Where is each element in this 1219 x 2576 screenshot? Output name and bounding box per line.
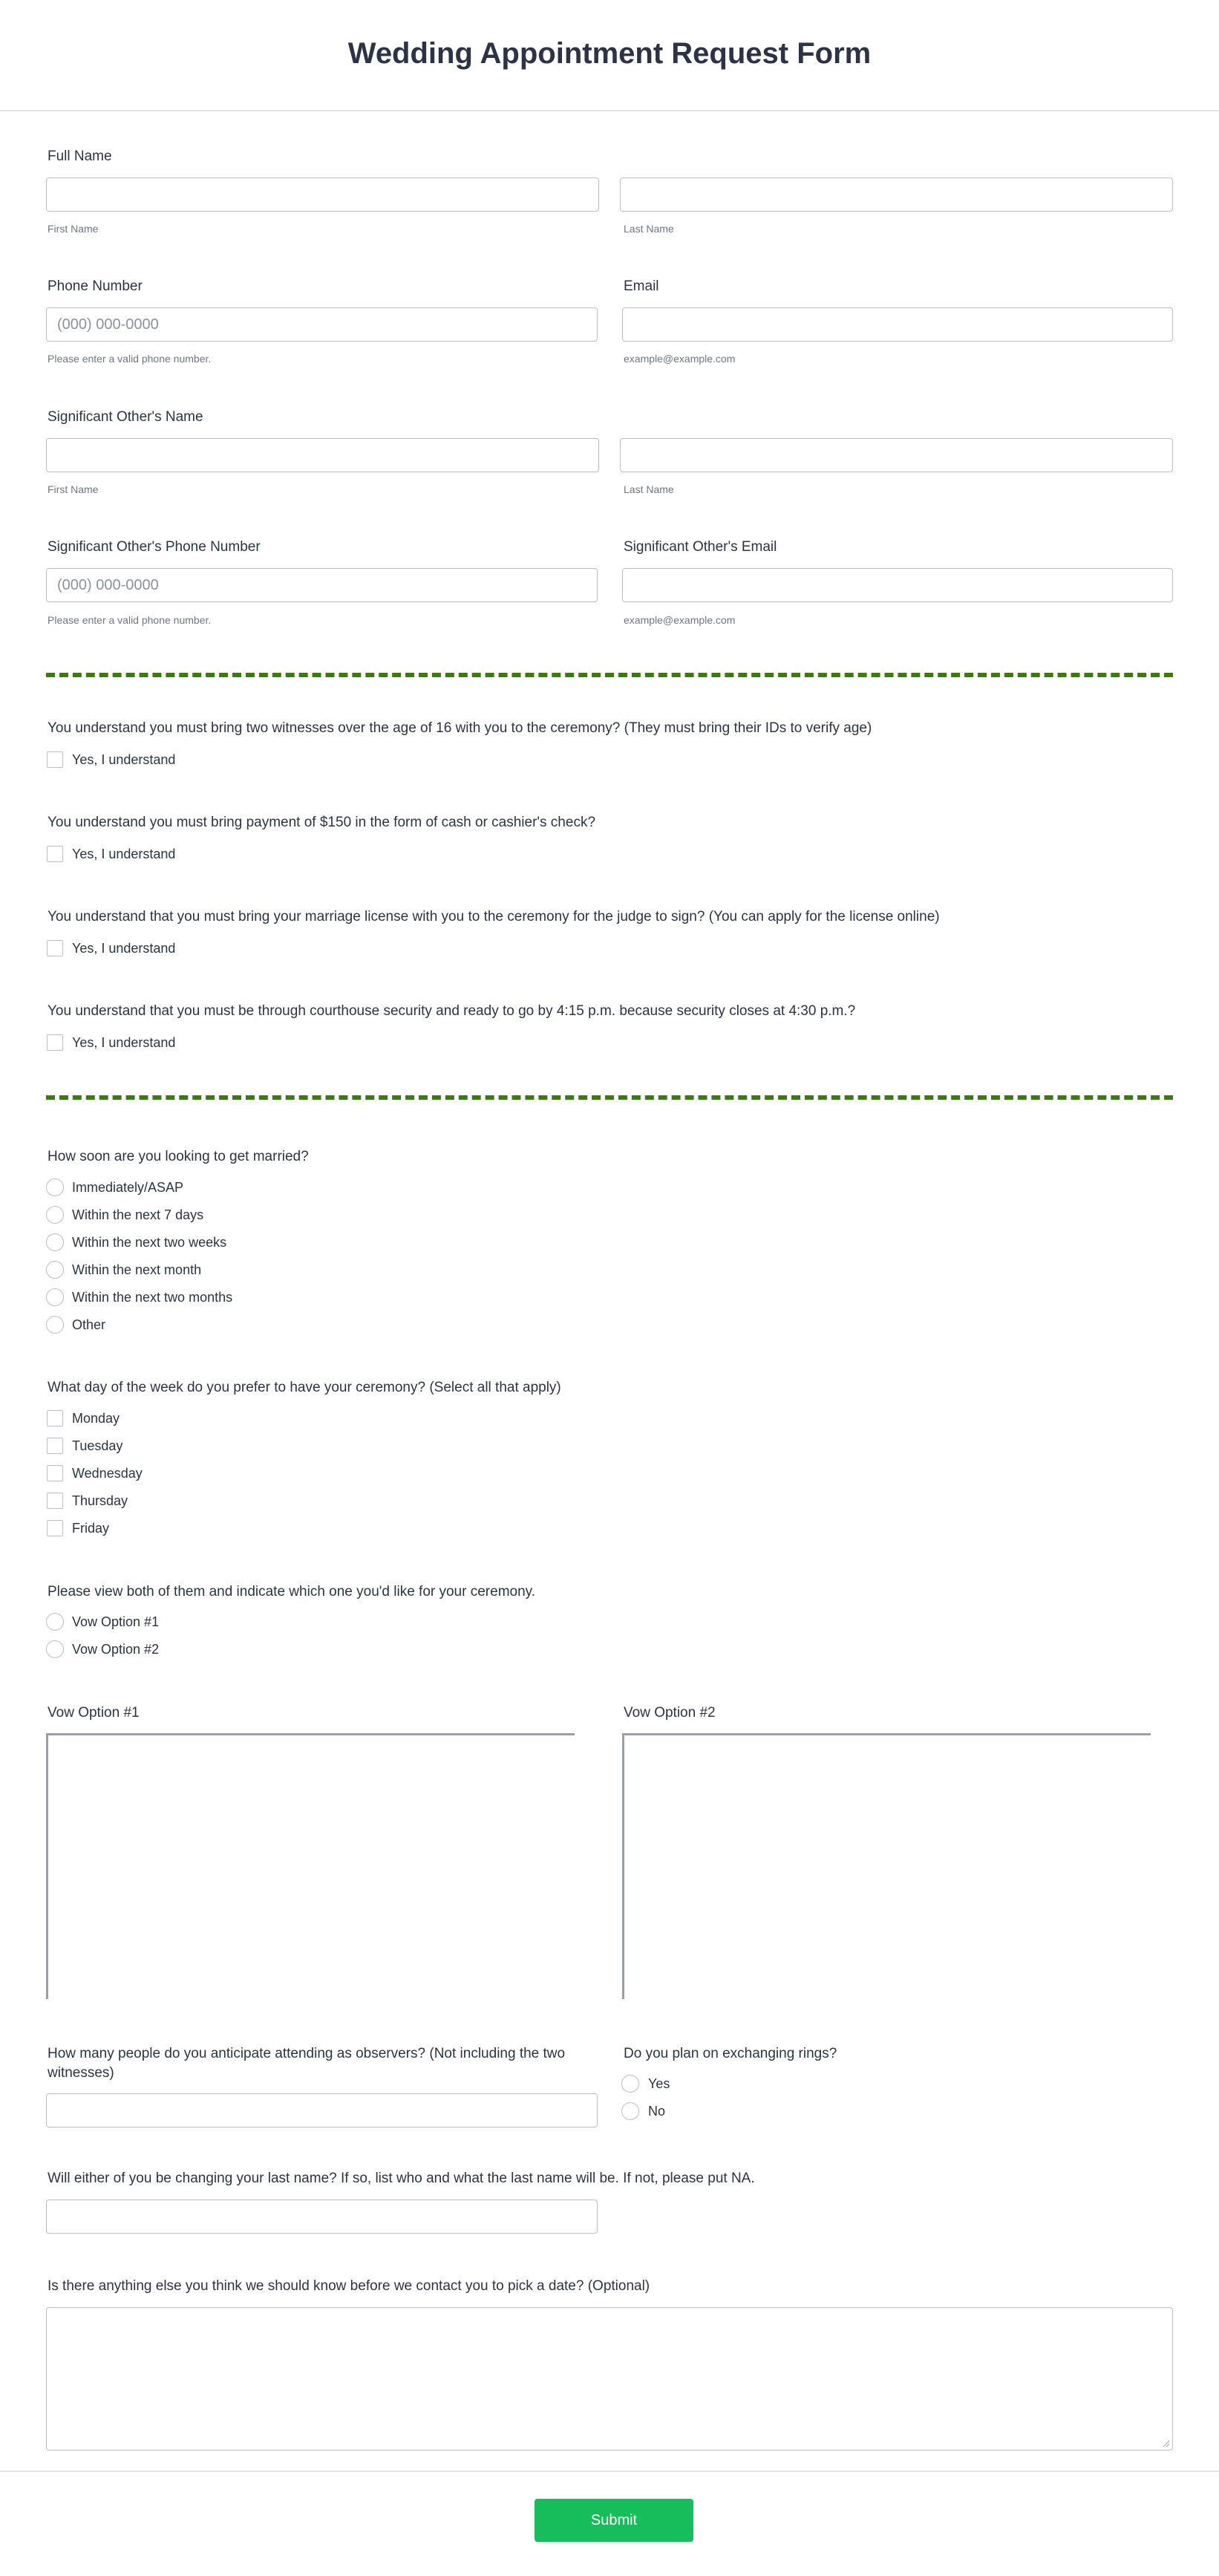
- email-hint: example@example.com: [624, 353, 736, 365]
- submit-button[interactable]: Submit: [535, 2499, 693, 2542]
- day-option: Tuesday: [72, 1438, 123, 1453]
- so-email-label: Significant Other's Email: [624, 539, 777, 555]
- section-divider: [46, 673, 1173, 677]
- ack-option-license: Yes, I understand: [72, 941, 176, 956]
- vow-choice-question: Please view both of them and indicate which one you'd like for your ceremony.: [48, 1584, 536, 1600]
- so-phone-placeholder: (000) 000-0000: [57, 576, 159, 593]
- ack-checkbox-license[interactable]: [47, 940, 63, 956]
- phone-input[interactable]: [46, 307, 598, 342]
- so-first-name-sublabel: First Name: [48, 483, 99, 495]
- phone-hint: Please enter a valid phone number.: [48, 353, 212, 365]
- how-soon-radio[interactable]: [46, 1178, 64, 1196]
- observers-question: How many people do you anticipate attending as observers? (Not including the two witnesses): [48, 2046, 566, 2081]
- so-email-hint: example@example.com: [624, 614, 736, 626]
- how-soon-radio[interactable]: [46, 1233, 64, 1251]
- ack-question-payment: You understand you must bring payment of $150 in the form of cash or cashier's check?: [48, 815, 596, 830]
- day-checkbox[interactable]: [47, 1520, 63, 1536]
- how-soon-option: Immediately/ASAP: [72, 1180, 184, 1195]
- ack-checkbox-payment[interactable]: [47, 846, 63, 862]
- day-option: Thursday: [72, 1493, 128, 1508]
- so-last-name-sublabel: Last Name: [624, 483, 674, 495]
- day-option: Friday: [72, 1521, 110, 1536]
- ack-question-license: You understand that you must bring your marriage license with you to the ceremony for the judge to sign? (You can apply for the license online): [48, 909, 940, 925]
- phone-placeholder: (000) 000-0000: [57, 316, 159, 333]
- day-option: Wednesday: [72, 1466, 143, 1481]
- how-soon-option: Within the next month: [72, 1262, 202, 1277]
- so-name-label: Significant Other's Name: [48, 409, 203, 425]
- how-soon-option: Within the next 7 days: [72, 1207, 204, 1222]
- so-phone-hint: Please enter a valid phone number.: [48, 614, 212, 626]
- how-soon-option: Within the next two months: [72, 1290, 233, 1305]
- rings-radio-no[interactable]: [621, 2102, 639, 2120]
- how-soon-radio[interactable]: [46, 1261, 64, 1279]
- day-checkbox[interactable]: [47, 1465, 63, 1481]
- last-name-sublabel: Last Name: [624, 223, 674, 235]
- so-phone-input[interactable]: [46, 568, 598, 602]
- ack-option-security: Yes, I understand: [72, 1035, 176, 1050]
- rings-radio-yes[interactable]: [621, 2075, 639, 2093]
- day-checkbox[interactable]: [47, 1493, 63, 1509]
- email-input[interactable]: [622, 307, 1173, 342]
- ack-checkbox-security[interactable]: [47, 1034, 63, 1051]
- how-soon-radio[interactable]: [46, 1316, 64, 1334]
- vow-choice-option: Vow Option #1: [72, 1614, 160, 1629]
- vow-panel-left[interactable]: [46, 1733, 575, 1999]
- phone-label: Phone Number: [48, 278, 143, 294]
- vow-choice-radio[interactable]: [46, 1640, 64, 1658]
- form-title: Wedding Appointment Request Form: [347, 36, 872, 70]
- day-checkbox[interactable]: [47, 1438, 63, 1454]
- so-last-name-input[interactable]: [620, 438, 1173, 472]
- rings-option-yes: Yes: [648, 2076, 670, 2091]
- ack-question-witnesses: You understand you must bring two witnesses over the age of 16 with you to the ceremony? (They must bring their IDs to verify age): [48, 720, 872, 736]
- anything-else-textarea[interactable]: [46, 2307, 1173, 2451]
- vow-choice-radio[interactable]: [46, 1613, 64, 1631]
- last-name-input[interactable]: [620, 177, 1173, 212]
- rings-option-no: No: [648, 2104, 666, 2119]
- vow-choice-option: Vow Option #2: [72, 1642, 160, 1657]
- resize-grip-icon[interactable]: [1162, 2439, 1169, 2447]
- last-name-change-input[interactable]: [46, 2200, 598, 2234]
- full-name-label: Full Name: [48, 149, 112, 164]
- anything-else-question: Is there anything else you think we should know before we contact you to pick a date? (Optional): [48, 2278, 650, 2294]
- form-header: [0, 0, 1219, 111]
- how-soon-option: Other: [72, 1317, 106, 1332]
- ack-question-security: You understand that you must be through courthouse security and ready to go by 4:15 p.m. because security closes at 4:30 p.m.?: [48, 1003, 856, 1019]
- vow-panel-right[interactable]: [622, 1733, 1151, 1999]
- day-pref-question: What day of the week do you prefer to have your ceremony? (Select all that apply): [48, 1380, 561, 1395]
- how-soon-option: Within the next two weeks: [72, 1235, 227, 1250]
- so-first-name-input[interactable]: [46, 438, 599, 472]
- section-divider: [46, 1095, 1173, 1100]
- how-soon-radio[interactable]: [46, 1288, 64, 1306]
- first-name-sublabel: First Name: [48, 223, 99, 235]
- day-option: Monday: [72, 1411, 120, 1426]
- vow-panel-right-label: Vow Option #2: [624, 1705, 716, 1721]
- observers-input[interactable]: [46, 2093, 598, 2127]
- so-email-input[interactable]: [622, 568, 1173, 602]
- email-label: Email: [624, 278, 659, 294]
- vow-panel-left-label: Vow Option #1: [48, 1705, 140, 1721]
- rings-question: Do you plan on exchanging rings?: [624, 2046, 837, 2061]
- so-phone-label: Significant Other's Phone Number: [48, 539, 261, 555]
- how-soon-question: How soon are you looking to get married?: [48, 1149, 309, 1164]
- day-checkbox[interactable]: [47, 1410, 63, 1426]
- ack-checkbox-witnesses[interactable]: [47, 751, 63, 768]
- ack-option-payment: Yes, I understand: [72, 847, 176, 861]
- first-name-input[interactable]: [46, 177, 599, 212]
- how-soon-radio[interactable]: [46, 1206, 64, 1224]
- last-name-question: Will either of you be changing your last name? If so, list who and what the last name will be. If not, please put NA.: [48, 2171, 755, 2186]
- ack-option-witnesses: Yes, I understand: [72, 752, 176, 767]
